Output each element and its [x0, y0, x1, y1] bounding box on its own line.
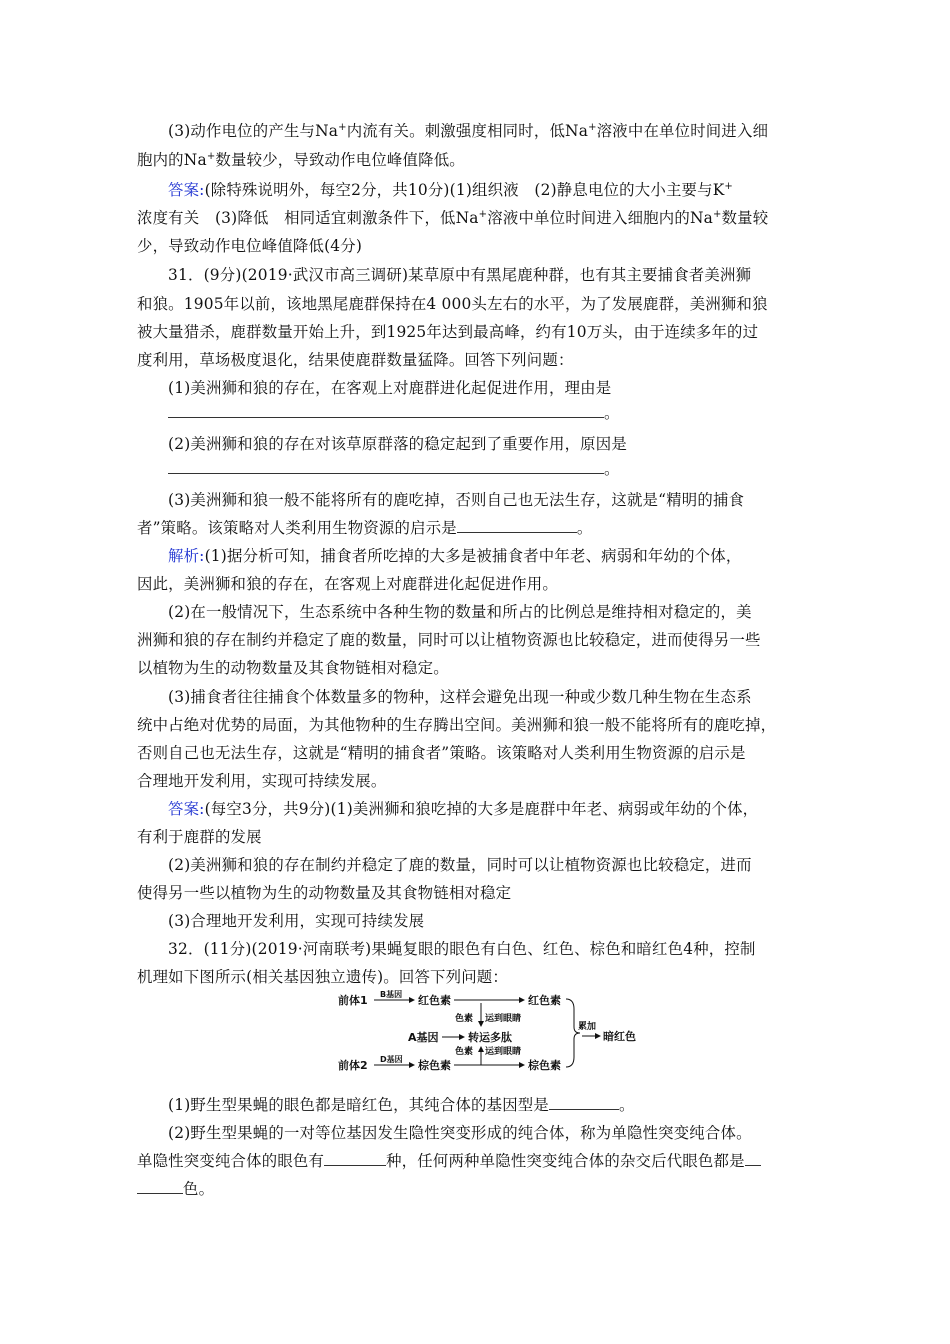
answer-blank-line: 。 [168, 459, 620, 479]
text-line: 洲狮和狼的存在制约并稳定了鹿的数量，同时可以让植物资源也比较稳定，进而使得另一些 [137, 631, 761, 649]
text-line: 统中占绝对优势的局面，为其他物种的生存腾出空间。美洲狮和狼一般不能将所有的鹿吃掉， [137, 716, 777, 734]
accumulate-label: 累加 [578, 1022, 597, 1032]
answer-blank[interactable] [168, 404, 604, 418]
answer-blank-line: 。 [168, 403, 620, 423]
text-line: 机理如下图所示(相关基因独立遗传)。回答下列问题： [137, 968, 508, 986]
text-line: 少，导致动作电位峰值降低(4分) [137, 237, 363, 255]
pigment-label: 色素 [455, 1047, 474, 1057]
answer-line: 答案:(除特殊说明外，每空2分，共10分)(1)组织液 (2)静息电位的大小主要与K+ [168, 181, 734, 199]
brown-pigment-label: 棕色素 [528, 1059, 561, 1072]
pigment-label: 色素 [455, 1014, 474, 1024]
text-line: 者”策略。该策略对人类利用生物资源的启示是 。 [137, 519, 593, 537]
text-line: (2)在一般情况下，生态系统中各种生物的数量和所占的比例总是维持相对稳定的，美 [168, 603, 752, 621]
text-line: 被大量猎杀，鹿群数量开始上升，到1925年达到最高峰，约有10万头，由于连续多年的过 [137, 323, 759, 341]
text-line: 有利于鹿群的发展 [137, 828, 262, 846]
text-line: 浓度有关 (3)降低 相同适宜刺激条件下，低Na+溶液中单位时间进入细胞内的Na+数量较 [137, 209, 769, 227]
text-line: (3)动作电位的产生与Na+内流有关。刺激强度相同时，低Na+溶液中在单位时间进入细 [168, 122, 769, 140]
text-line: 因此，美洲狮和狼的存在，在客观上对鹿群进化起促进作用。 [137, 575, 558, 593]
text-line: (3)捕食者往往捕食个体数量多的物种，这样会避免出现一种或少数几种生物在生态系 [168, 688, 752, 706]
subquestion-2: (2)美洲狮和狼的存在对该草原群落的稳定起到了重要作用，原因是 [168, 435, 627, 453]
text-line: 以植物为生的动物数量及其食物链相对稳定。 [137, 659, 449, 677]
precursor-1-label: 前体1 [338, 994, 368, 1007]
answer-label: 答案: [168, 800, 205, 818]
answer-blank[interactable] [549, 1096, 619, 1110]
text-line: 和狼。1905年以前，该地黑尾鹿群保持在4 000头左右的水平，为了发展鹿群，美洲狮和狼 [137, 295, 768, 313]
transport-to-eye-label: 运到眼睛 [485, 1014, 522, 1024]
eye-color-mechanism-diagram [338, 989, 648, 1073]
text-line: 胞内的Na+数量较少，导致动作电位峰值降低。 [137, 151, 465, 169]
red-pigment-label: 红色素 [418, 994, 451, 1007]
answer-blank[interactable] [137, 1180, 183, 1194]
answer-blank[interactable] [168, 460, 604, 474]
transport-peptide-label: 转运多肽 [468, 1031, 512, 1044]
analysis-label: 解析: [168, 547, 205, 565]
subquestion-3: (3)美洲狮和狼一般不能将所有的鹿吃掉，否则自己也无法生存，这就是“精明的捕食 [168, 491, 745, 509]
text-line: 合理地开发利用，实现可持续发展。 [137, 772, 387, 790]
brace [566, 999, 580, 1067]
question-31-line: 31．(9分)(2019·武汉市高三调研)某草原中有黑尾鹿种群，也有其主要捕食者美洲狮 [168, 266, 752, 284]
subquestion-1: (1)美洲狮和狼的存在，在客观上对鹿群进化起促进作用，理由是 [168, 379, 612, 397]
transport-to-eye-label: 运到眼睛 [485, 1047, 522, 1057]
b-gene-label: B基因 [380, 990, 403, 999]
text-line: 度利用，草场极度退化，结果使鹿群数量猛降。回答下列问题： [137, 351, 574, 369]
red-pigment-label: 红色素 [528, 994, 561, 1007]
text-line: 单隐性突变纯合体的眼色有 种，任何两种单隐性突变纯合体的杂交后代眼色都是 [137, 1151, 761, 1171]
answer-blank[interactable] [457, 519, 577, 533]
analysis-line: 解析:(1)据分析可知，捕食者所吃掉的大多是被捕食者中年老、病弱和年幼的个体， [168, 547, 742, 565]
answer-blank[interactable] [324, 1152, 386, 1166]
brown-pigment-label: 棕色素 [418, 1059, 451, 1072]
a-gene-label: A基因 [408, 1031, 439, 1044]
text-line: 使得另一些以植物为生的动物数量及其食物链相对稳定 [137, 884, 512, 902]
precursor-2-label: 前体2 [338, 1059, 368, 1072]
answer-label: 答案: [168, 181, 205, 199]
text-line: 否则自己也无法生存，这就是“精明的捕食者”策略。该策略对人类利用生物资源的启示是 [137, 744, 746, 762]
subquestion-1: (1)野生型果蝇的眼色都是暗红色，其纯合体的基因型是 。 [168, 1096, 635, 1114]
d-gene-label: D基因 [380, 1055, 403, 1064]
text-line: (2)美洲狮和狼的存在制约并稳定了鹿的数量，同时可以让植物资源也比较稳定，进而 [168, 856, 752, 874]
text-line: (3)合理地开发利用，实现可持续发展 [168, 912, 425, 930]
subquestion-2: (2)野生型果蝇的一对等位基因发生隐性突变形成的纯合体，称为单隐性突变纯合体。 [168, 1124, 752, 1142]
question-32-line: 32．(11分)(2019·河南联考)果蝇复眼的眼色有白色、红色、棕色和暗红色4种，控制 [168, 940, 756, 958]
text-line: 色。 [137, 1179, 214, 1199]
answer-blank[interactable] [745, 1152, 761, 1166]
dark-red-label: 暗红色 [603, 1030, 636, 1043]
answer-line: 答案:(每空3分，共9分)(1)美洲狮和狼吃掉的大多是鹿群中年老、病弱或年幼的个体， [168, 800, 759, 818]
